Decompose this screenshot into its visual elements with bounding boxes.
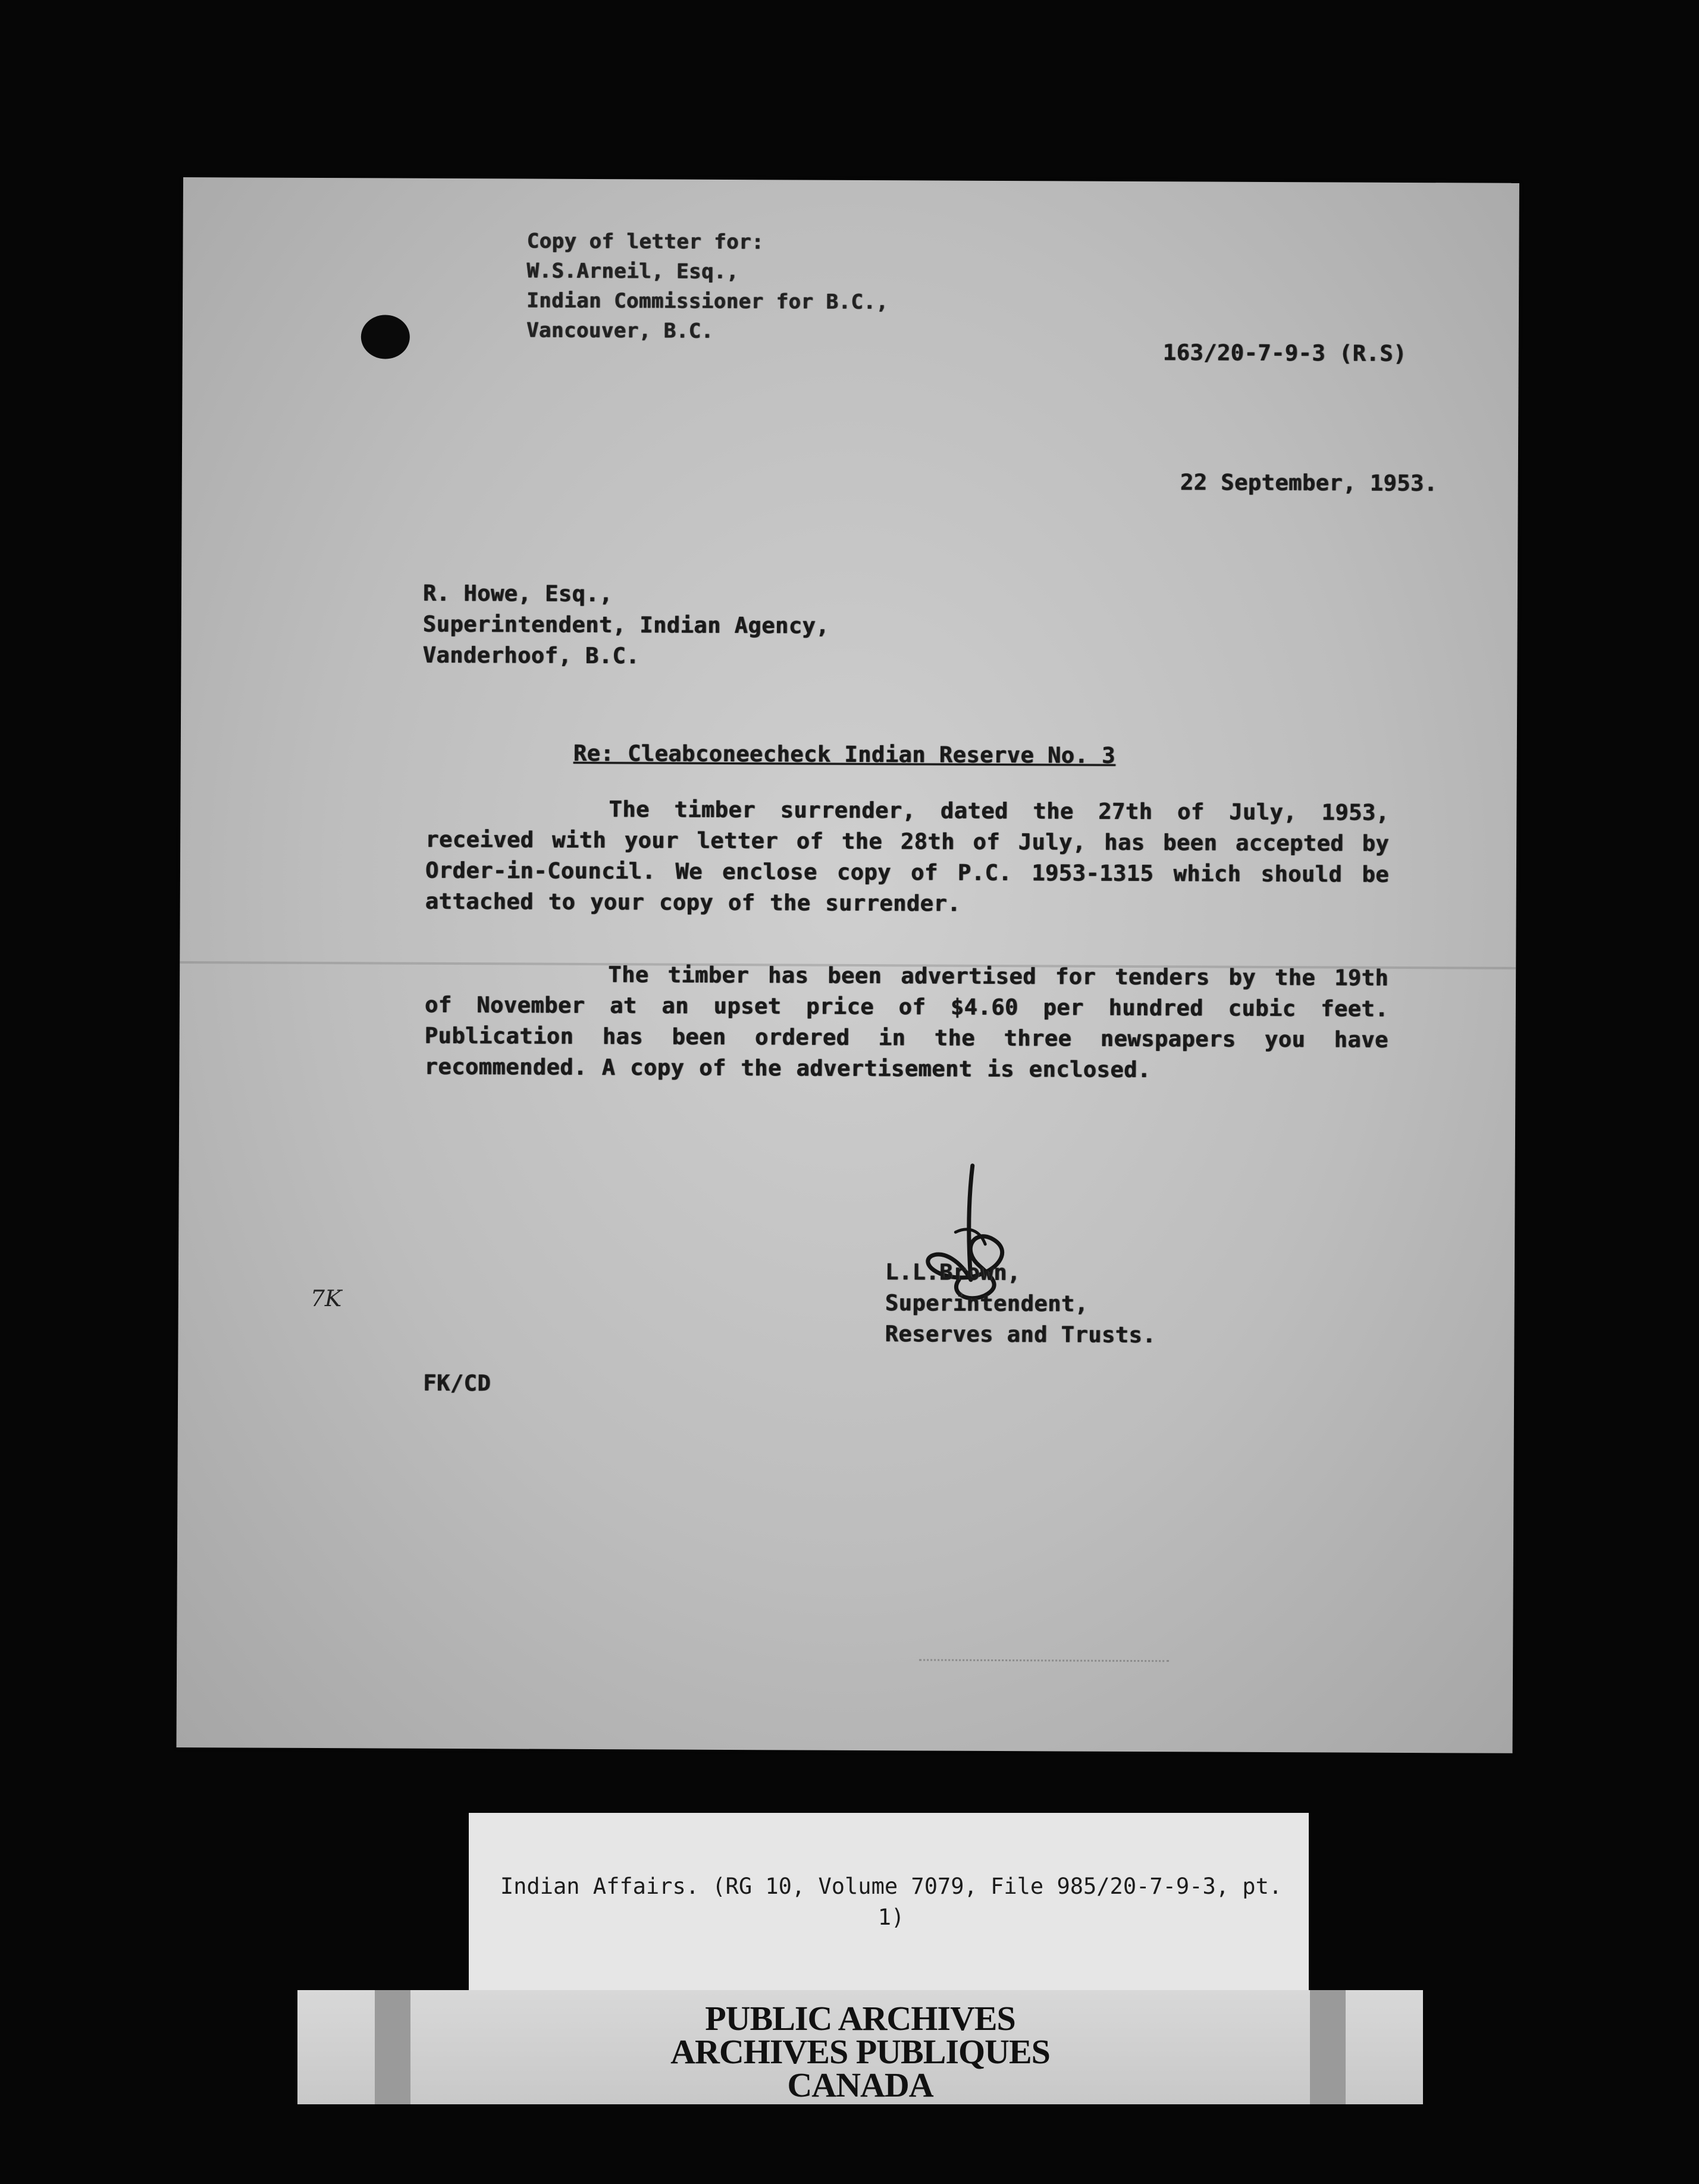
archive-stamp-line: PUBLIC ARCHIVES <box>705 1999 1015 2038</box>
signature-block <box>885 1257 1156 1351</box>
subject-line: Re: Cleabconeecheck Indian Reserve No. 3 <box>573 740 1115 768</box>
archive-stamp-line: ARCHIVES PUBLIQUES <box>670 2032 1050 2071</box>
file-reference: 163/20-7-9-3 (R.S) <box>1162 340 1407 366</box>
copy-for-line: Vancouver, B.C. <box>526 318 714 343</box>
archive-reference-card <box>469 1813 1309 2009</box>
archive-stamp-line: CANADA <box>787 2066 933 2104</box>
archive-reference-text: Indian Affairs. (RG 10, Volume 7079, File 985/20-7-9-3, pt. 1) <box>500 1874 1283 1930</box>
marginal-handwritten-note: 7K <box>310 1285 342 1312</box>
typist-initials: FK/CD <box>423 1370 491 1397</box>
copy-for-line: W.S.Arneil, Esq., <box>526 259 739 284</box>
addressee-line: R. Howe, Esq., <box>422 580 613 607</box>
body-paragraph: The timber surrender, dated the 27th of July, 1953, received with your letter of the 28th of July, has been accepted by Order-in-Council. We enclose copy of P.C. 1953-1315 which should be attached to your copy of the surrender. <box>425 796 1390 917</box>
addressee-line: Vanderhoof, B.C. <box>422 642 640 669</box>
signatory-title: Superintendent, <box>885 1290 1089 1317</box>
archive-stamp-text <box>297 1999 1423 2104</box>
signatory-name: L.L.Brown, <box>885 1259 1021 1286</box>
copy-for-line: Indian Commissioner for B.C., <box>526 288 889 315</box>
letter-date: 22 September, 1953. <box>1180 469 1438 497</box>
archive-stamp-strip <box>297 1990 1423 2104</box>
letter-sheet <box>176 177 1519 1753</box>
copy-for-block <box>526 227 889 347</box>
addressee-block <box>422 578 829 673</box>
body-paragraph: The timber has been advertised for tenders by the 19th of November at an upset price of $4.60 per hundred cubic feet. Publication has been ordered in the three newspapers you have recommended. A copy of the advertisement is enclosed. <box>424 962 1389 1083</box>
punch-hole <box>361 315 410 359</box>
signatory-department: Reserves and Trusts. <box>885 1321 1156 1348</box>
dotted-line-mark <box>919 1659 1169 1662</box>
addressee-line: Superintendent, Indian Agency, <box>422 611 830 639</box>
copy-for-line: Copy of letter for: <box>526 229 764 255</box>
